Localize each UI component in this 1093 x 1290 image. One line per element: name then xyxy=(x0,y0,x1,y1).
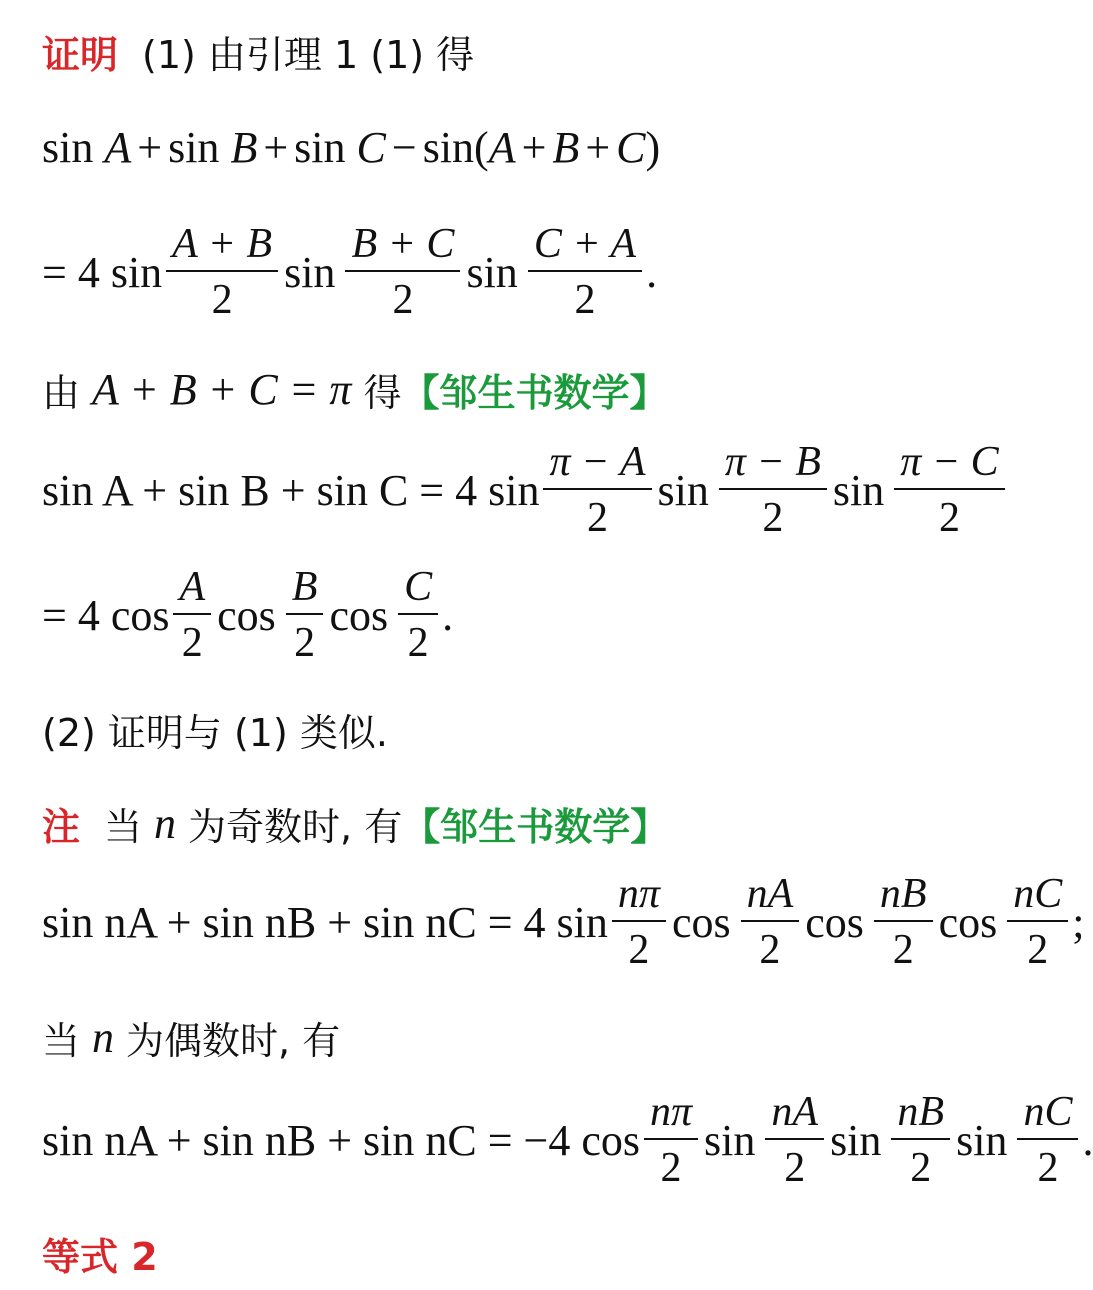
function-name: sin xyxy=(830,1115,882,1165)
fraction-numerator: nB xyxy=(874,872,933,922)
function-name: sin xyxy=(832,465,885,515)
function-name: cos xyxy=(671,897,731,947)
fraction-denominator: 2 xyxy=(910,1145,932,1192)
condition-line xyxy=(42,362,667,417)
fraction xyxy=(719,440,827,540)
eq1-term: + xyxy=(263,123,289,172)
eq2-lhs: sin A + sin B + sin C = 4 sin xyxy=(42,465,540,515)
note-variable: n xyxy=(154,799,177,848)
fraction-numerator: nC xyxy=(1007,872,1068,922)
fraction xyxy=(891,1090,950,1190)
proof-intro: (1) 由引理 1 (1) 得 xyxy=(142,33,475,77)
fraction-denominator: 2 xyxy=(938,495,960,542)
fraction xyxy=(528,222,642,322)
fraction xyxy=(644,1090,698,1190)
eq1-term: sin( xyxy=(422,123,489,172)
fraction-denominator: 2 xyxy=(759,927,781,974)
fraction-numerator: nA xyxy=(765,1090,824,1140)
fraction-numerator: B + C xyxy=(345,222,460,272)
equation-4 xyxy=(42,872,1084,972)
fraction xyxy=(166,222,278,322)
even-variable: n xyxy=(92,1013,115,1062)
fraction-denominator: 2 xyxy=(294,620,316,667)
fraction-numerator: nπ xyxy=(612,872,666,922)
fraction xyxy=(741,872,800,972)
equation-5 xyxy=(42,1090,1093,1190)
eq1-term: B xyxy=(230,123,258,172)
eq1-term: A xyxy=(104,123,132,172)
condition-post: 得 xyxy=(363,371,402,415)
eq1-term: + xyxy=(137,123,163,172)
fraction-numerator: nπ xyxy=(644,1090,698,1140)
section-heading: 等式 2 xyxy=(42,1235,158,1279)
eq1-prefix: = 4 sin xyxy=(42,247,163,297)
fraction-denominator: 2 xyxy=(762,495,784,542)
period: . xyxy=(646,247,658,297)
fraction-denominator: 2 xyxy=(392,277,414,324)
fraction-denominator: 2 xyxy=(628,927,650,974)
fraction-numerator: nB xyxy=(891,1090,950,1140)
equation-1-rhs xyxy=(42,222,657,322)
period: . xyxy=(442,590,454,640)
fraction xyxy=(173,565,211,665)
fraction-numerator: B xyxy=(286,565,324,615)
eq1-term: + xyxy=(585,123,611,172)
proof-label: 证明 xyxy=(42,33,119,77)
fraction xyxy=(286,565,324,665)
function-name: sin xyxy=(284,247,336,297)
fraction-denominator: 2 xyxy=(181,620,203,667)
equation-1-lhs xyxy=(42,122,660,173)
eq1-term: sin xyxy=(42,123,94,172)
fraction-denominator: 2 xyxy=(892,927,914,974)
fraction-numerator: π − C xyxy=(894,440,1004,490)
watermark-text: 【邹生书数学】 xyxy=(401,371,668,415)
fraction-denominator: 2 xyxy=(586,495,608,542)
function-name: cos xyxy=(805,897,864,947)
fraction-denominator: 2 xyxy=(660,1145,682,1192)
fraction-numerator: C + A xyxy=(528,222,642,272)
fraction-denominator: 2 xyxy=(211,277,233,324)
fraction xyxy=(894,440,1004,540)
fraction-denominator: 2 xyxy=(407,620,429,667)
fraction xyxy=(543,440,651,540)
part-2-text: (2) 证明与 (1) 类似. xyxy=(42,711,388,755)
fraction-denominator: 2 xyxy=(1037,1145,1059,1192)
eq1-term: B xyxy=(552,123,580,172)
note-text-post: 为奇数时, 有 xyxy=(188,805,403,849)
function-name: cos xyxy=(217,590,276,640)
fraction-numerator: nC xyxy=(1017,1090,1078,1140)
period: . xyxy=(1082,1115,1093,1165)
function-name: cos xyxy=(329,590,389,640)
fraction xyxy=(398,565,438,665)
eq1-term: C xyxy=(356,123,386,172)
function-name: sin xyxy=(956,1115,1008,1165)
eq1-term: + xyxy=(521,123,547,172)
even-text-post: 为偶数时, 有 xyxy=(126,1019,341,1063)
fraction-numerator: A + B xyxy=(166,222,278,272)
fraction xyxy=(765,1090,824,1190)
semicolon: ; xyxy=(1072,897,1085,947)
fraction-denominator: 2 xyxy=(784,1145,806,1192)
eq1-term: − xyxy=(391,123,417,172)
fraction xyxy=(345,222,460,322)
fraction xyxy=(1007,872,1068,972)
eq3-prefix: = 4 cos xyxy=(42,590,170,640)
note-line xyxy=(42,796,668,851)
fraction-denominator: 2 xyxy=(574,277,596,324)
fraction-denominator: 2 xyxy=(1027,927,1049,974)
note-text-pre: 当 xyxy=(104,805,143,849)
equation-3 xyxy=(42,565,453,665)
eq4-lhs: sin nA + sin nB + sin nC = 4 sin xyxy=(42,897,608,947)
even-line xyxy=(42,1010,340,1065)
proof-heading xyxy=(42,24,474,79)
fraction-numerator: π − B xyxy=(719,440,827,490)
equation-2 xyxy=(42,440,1009,540)
function-name: sin xyxy=(466,247,518,297)
fraction-numerator: C xyxy=(398,565,438,615)
function-name: cos xyxy=(938,897,998,947)
eq1-term: sin xyxy=(168,123,220,172)
condition-pre: 由 xyxy=(42,371,81,415)
fraction xyxy=(874,872,933,972)
eq1-term: A xyxy=(488,123,516,172)
fraction-numerator: A xyxy=(173,565,211,615)
note-label: 注 xyxy=(42,805,81,849)
watermark-text: 【邹生书数学】 xyxy=(402,805,669,849)
function-name: sin xyxy=(657,465,709,515)
function-name: sin xyxy=(704,1115,756,1165)
eq1-term: sin xyxy=(294,123,346,172)
fraction xyxy=(612,872,666,972)
fraction xyxy=(1017,1090,1078,1190)
eq5-lhs: sin nA + sin nB + sin nC = −4 cos xyxy=(42,1115,640,1165)
fraction-numerator: π − A xyxy=(543,440,651,490)
fraction-numerator: nA xyxy=(741,872,800,922)
even-text-pre: 当 xyxy=(42,1019,81,1063)
eq1-term: ) xyxy=(645,123,661,172)
condition-equation: A + B + C = π xyxy=(92,365,352,414)
eq1-term: C xyxy=(616,123,646,172)
